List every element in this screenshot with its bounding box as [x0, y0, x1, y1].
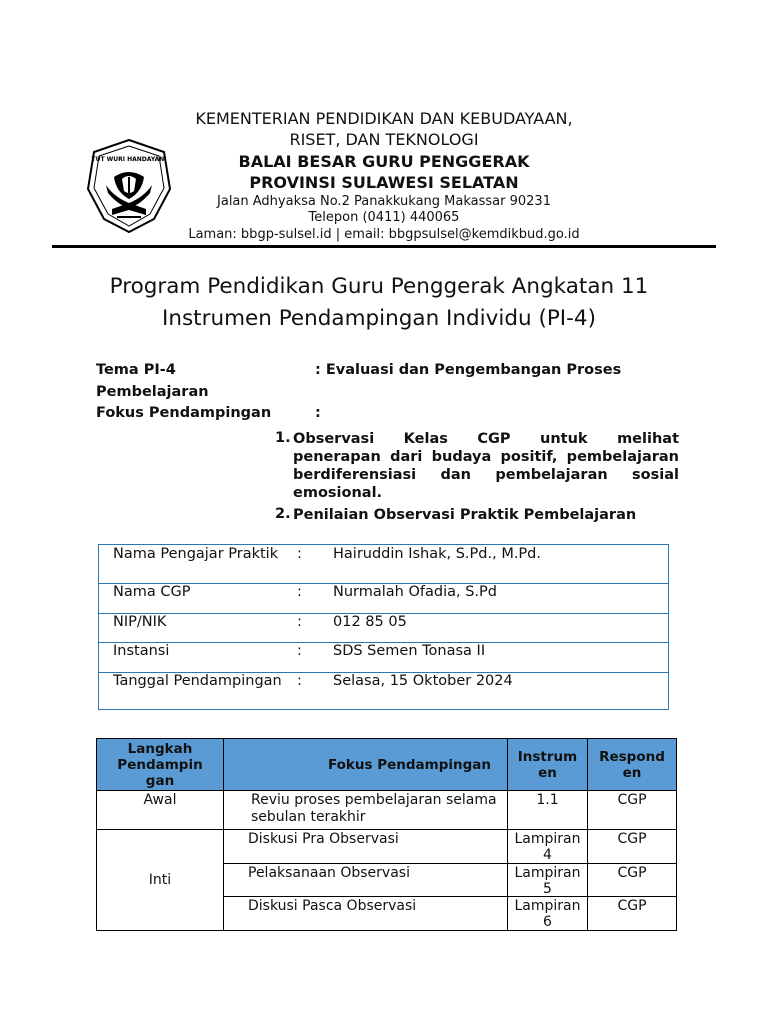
svg-text:TUT WURI HANDAYANI: TUT WURI HANDAYANI	[91, 156, 167, 163]
fokus-item-line: penerapan dari budaya positif, pembelajaran	[293, 449, 679, 465]
responden-cell: CGP	[587, 863, 677, 897]
info-value: SDS Semen Tonasa II	[333, 643, 486, 659]
letterhead-divider	[52, 245, 716, 248]
step-awal: Awal	[96, 790, 224, 830]
province-name: PROVINSI SULAWESI SELATAN	[249, 173, 519, 192]
web-email: Laman: bbgp-sulsel.id | email: bbgpsulsel@kemdikbud.go.id	[188, 227, 580, 242]
program-title: Program Pendidikan Guru Penggerak Angkatan 11	[109, 274, 649, 299]
instrumen-cell: 1.1	[507, 790, 588, 830]
info-label: NIP/NIK	[113, 614, 167, 630]
info-colon: :	[297, 546, 302, 562]
info-value: Nurmalah Ofadia, S.Pd	[333, 584, 497, 600]
tema-label: Tema PI-4	[96, 362, 176, 378]
tema-value: : Evaluasi dan Pengembangan Proses	[315, 362, 622, 378]
fokus-item-number: 2.	[275, 506, 291, 522]
ministry-name-cont: RISET, DAN TEKNOLOGI	[289, 130, 479, 149]
fokus-item-line: emosional.	[293, 485, 383, 501]
info-colon: :	[297, 614, 302, 630]
responden-cell: CGP	[587, 829, 677, 864]
fokus-label: Fokus Pendampingan	[96, 405, 272, 421]
address: Jalan Adhyaksa No.2 Panakkukang Makassar 90231	[217, 194, 551, 209]
header-fokus: Fokus Pendampingan	[223, 738, 508, 791]
fokus-item-number: 1.	[275, 430, 291, 446]
instrument-title: Instrumen Pendampingan Individu (PI-4)	[162, 306, 596, 331]
fokus-item-line: berdiferensiasi dan pembelajaran sosial	[293, 467, 679, 483]
fokus-colon: :	[315, 405, 321, 421]
info-row	[99, 672, 668, 709]
header-responden: Respond en	[587, 738, 677, 791]
steps-table	[96, 738, 677, 931]
ministry-name: KEMENTERIAN PENDIDIKAN DAN KEBUDAYAAN,	[195, 109, 573, 128]
fokus-cell: Diskusi Pasca Observasi	[223, 896, 508, 931]
fokus-cell: Pelaksanaan Observasi	[223, 863, 508, 897]
info-row	[99, 545, 668, 584]
info-label: Instansi	[113, 643, 170, 659]
office-name: BALAI BESAR GURU PENGGERAK	[238, 152, 530, 171]
fokus-cell: Diskusi Pra Observasi	[223, 829, 508, 864]
responden-cell: CGP	[587, 790, 677, 830]
info-value: Selasa, 15 Oktober 2024	[333, 673, 513, 689]
info-table	[98, 544, 669, 710]
info-row	[99, 642, 668, 673]
info-colon: :	[297, 584, 302, 600]
fokus-item-line: Penilaian Observasi Praktik Pembelajaran	[293, 507, 637, 523]
phone: Telepon (0411) 440065	[308, 210, 460, 225]
fokus-item	[275, 430, 679, 502]
info-row	[99, 583, 668, 614]
fokus-item-line: Observasi Kelas CGP untuk melihat	[293, 431, 679, 447]
instrumen-cell: Lampiran 6	[507, 896, 588, 931]
info-row	[99, 613, 668, 643]
info-colon: :	[297, 673, 302, 689]
responden-cell: CGP	[587, 896, 677, 931]
header-instrumen: Instrum en	[507, 738, 588, 791]
instrumen-cell: Lampiran 4	[507, 829, 588, 864]
tema-value-cont: Pembelajaran	[96, 384, 209, 400]
instrumen-cell: Lampiran 5	[507, 863, 588, 897]
info-value: 012 85 05	[333, 614, 407, 630]
fokus-item	[275, 506, 679, 524]
header-langkah: Langkah Pendampin gan	[96, 738, 224, 791]
info-colon: :	[297, 643, 302, 659]
info-label: Nama Pengajar Praktik	[113, 546, 279, 562]
info-label: Tanggal Pendampingan	[113, 673, 282, 689]
step-inti: Inti	[96, 829, 224, 931]
info-value: Hairuddin Ishak, S.Pd., M.Pd.	[333, 546, 541, 562]
fokus-cell: Reviu proses pembelajaran selama sebulan terakhir	[223, 790, 508, 830]
info-label: Nama CGP	[113, 584, 191, 600]
